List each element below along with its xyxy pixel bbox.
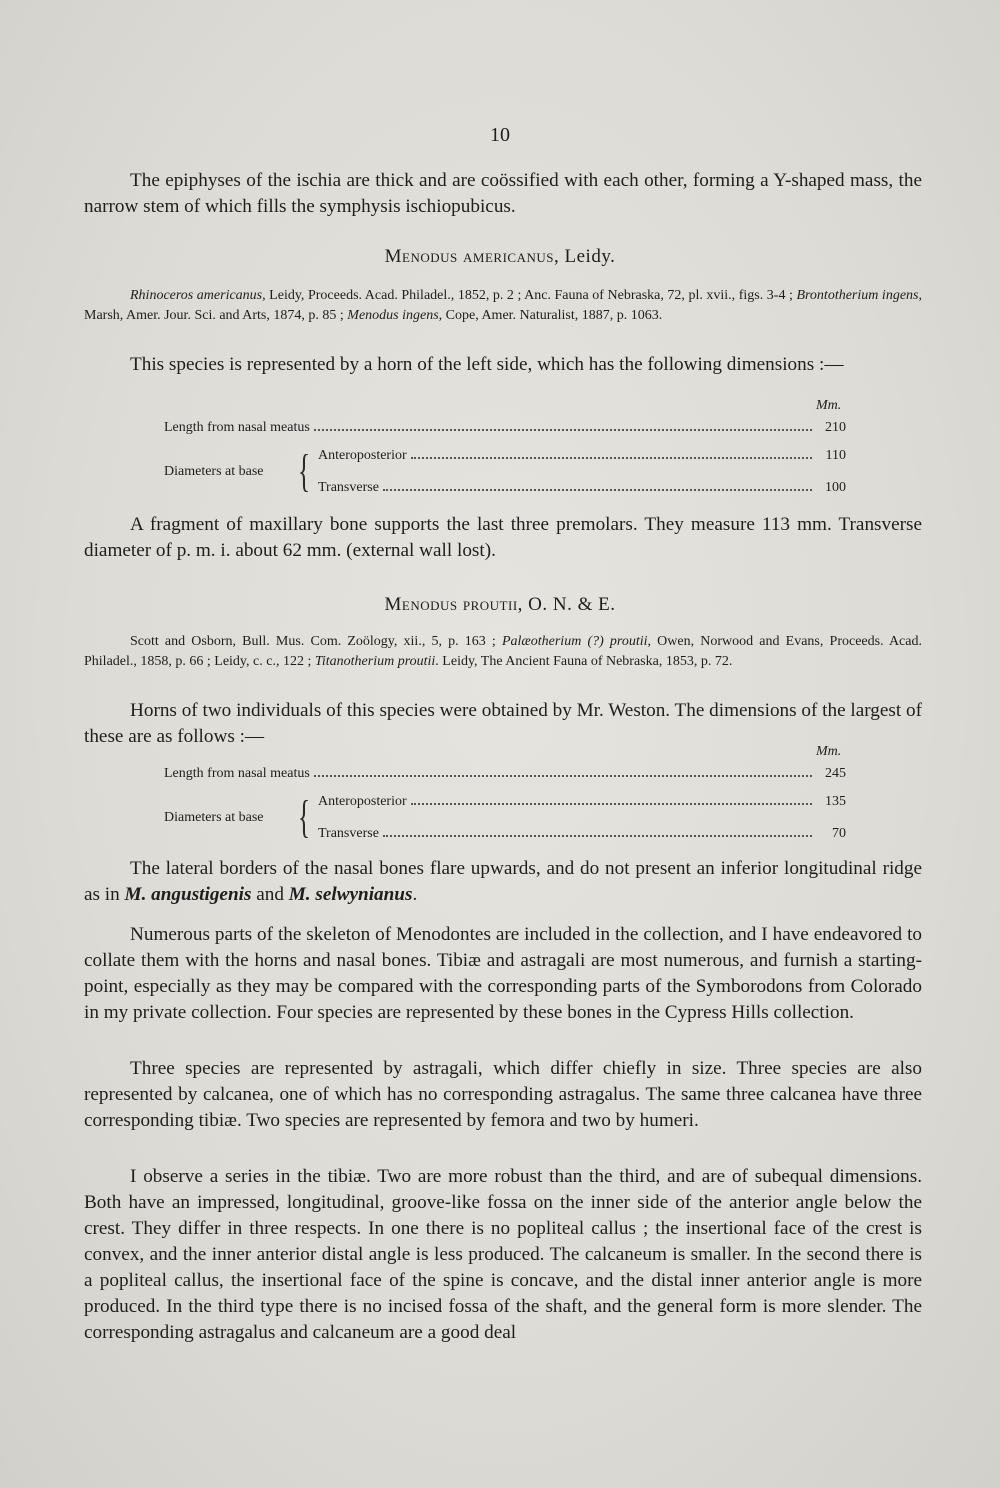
leader-dots (314, 428, 812, 431)
ref-part: Menodus ingens (347, 308, 439, 323)
measurement-value: 70 (832, 826, 846, 841)
leader-dots (383, 488, 812, 491)
species-name: M. selwynianus (288, 884, 413, 905)
measurement-label: Anteroposterior (318, 448, 407, 463)
heading-species: americanus (463, 246, 554, 267)
ref-part: Titanotherium proutii (314, 654, 436, 669)
measurement-row-length (164, 766, 846, 782)
section-heading-americanus (0, 246, 1000, 268)
synonymy-references-1 (84, 286, 922, 326)
measurement-label: Transverse (318, 826, 379, 841)
ref-part: , Cope, Amer. Naturalist, 1887, p. 1063. (438, 308, 663, 323)
paragraph-horn-americanus: This species is represented by a horn of the left side, which has the following dimensions :— (130, 354, 844, 375)
measurement-value: 110 (825, 448, 846, 463)
measurement-row-anteroposterior (318, 794, 846, 810)
heading-author: , O. N. & E. (517, 594, 616, 615)
intro-paragraph: The epiphyses of the ischia are thick and are coössified with each other, forming a Y-shaped mass, the narrow stem of which fills the symphysis ischiopubicus. (84, 170, 922, 217)
text-run: The lateral borders of the nasal bones flare upwards, and do not present an inferior longitudinal ridge as in (84, 858, 922, 905)
measurement-label: Anteroposterior (318, 794, 407, 809)
measurement-value: 245 (825, 766, 846, 781)
paragraph-numerous-parts: Numerous parts of the skeleton of Menodontes are included in the collection, and I have endeavored to collate them with the horns and nasal bones. Tibiæ and astragali are most numerous, and furnish a starting-point, especially as they may be compared with the corresponding parts of the Symborodons from Colorado in my private collection. Four species are represented by these bones in the Cypress Hills collection. (84, 924, 922, 1023)
measurement-row-anteroposterior (318, 448, 846, 464)
measurement-label: Length from nasal meatus (164, 766, 310, 781)
text-run: . (412, 884, 418, 905)
leader-dots (411, 456, 812, 459)
ref-part: , Marsh, Amer. Jour. Sci. and Arts, 1874, p. 85 ; (84, 288, 922, 323)
ref-part: . Leidy, The Ancient Fauna of Nebraska, 1853, p. 72. (435, 654, 733, 669)
heading-genus: Menodus (384, 594, 458, 615)
page-number: 10 (490, 124, 510, 146)
brace-symbol: { (298, 445, 311, 496)
measurement-row-transverse (318, 826, 846, 842)
brace-symbol: { (298, 791, 311, 842)
text-run: and (251, 884, 289, 905)
section-heading-proutii (0, 594, 1000, 616)
heading-genus: Menodus (384, 246, 458, 267)
species-name: M. angustigenis (124, 884, 252, 905)
ref-part: Rhinoceros americanus (130, 288, 263, 303)
measurement-row-length (164, 420, 846, 436)
ref-part: , Leidy, Proceeds. Acad. Philadel., 1852, p. 2 ; Anc. Fauna of Nebraska, 72, pl. xvii., figs. 3-4 ; (262, 288, 797, 303)
ref-part: Palæotherium (?) proutii (501, 634, 648, 649)
synonymy-references-2 (84, 632, 922, 672)
paragraph-tibiae-series: I observe a series in the tibiæ. Two are more robust than the third, and are of subequal dimensions. Both have an impressed, longitudinal, groove-like fossa on the inner side of the anterior angle below the crest. They differ in three respects. In one there is no popliteal callus ; the insertional face of the crest is convex, and the inner anterior distal angle is less produced. The calcaneum is smaller. In the second there is a popliteal callus, the insertional face of the spine is concave, and the distal inner anterior angle is more produced. In the third type there is no incised fossa of the shaft, and the general form is more slender. The corresponding astragalus and calcaneum are a good deal (84, 1166, 922, 1343)
unit-label: Mm. (816, 744, 842, 759)
measurement-value: 210 (825, 420, 846, 435)
measurement-label: Transverse (318, 480, 379, 495)
ref-part: Scott and Osborn, Bull. Mus. Com. Zoölogy, xii., 5, p. 163 ; (130, 634, 502, 649)
diameters-label: Diameters at base (164, 464, 264, 479)
measurement-value: 100 (825, 480, 846, 495)
paragraph-three-species: Three species are represented by astragali, which differ chiefly in size. Three species are also represented by calcanea, one of which has no corresponding astragalus. The same three calcanea have three corresponding tibiæ. Two species are represented by femora and two by humeri. (84, 1058, 922, 1131)
unit-label: Mm. (816, 398, 842, 413)
diameters-label: Diameters at base (164, 810, 264, 825)
paragraph-nasal-bones (84, 856, 922, 908)
measurement-row-transverse (318, 480, 846, 496)
ref-part: , Owen, Norwood and Evans, Proceeds. Acad. Philadel., 1858, p. 66 ; Leidy, c. c., 122 ; (84, 634, 922, 669)
leader-dots (314, 774, 812, 777)
measurement-label: Length from nasal meatus (164, 420, 310, 435)
ref-part: Brontotherium ingens (796, 288, 919, 303)
leader-dots (411, 802, 812, 805)
leader-dots (383, 834, 812, 837)
paragraph-horns-proutii: Horns of two individuals of this species were obtained by Mr. Weston. The dimensions of the largest of these are as follows :— (84, 700, 922, 747)
measurement-value: 135 (825, 794, 846, 809)
heading-species: proutii (462, 594, 518, 615)
heading-author: , Leidy. (554, 246, 616, 267)
paragraph-maxillary: A fragment of maxillary bone supports the last three premolars. They measure 113 mm. Transverse diameter of p. m. i. about 62 mm. (external wall lost). (84, 514, 922, 561)
